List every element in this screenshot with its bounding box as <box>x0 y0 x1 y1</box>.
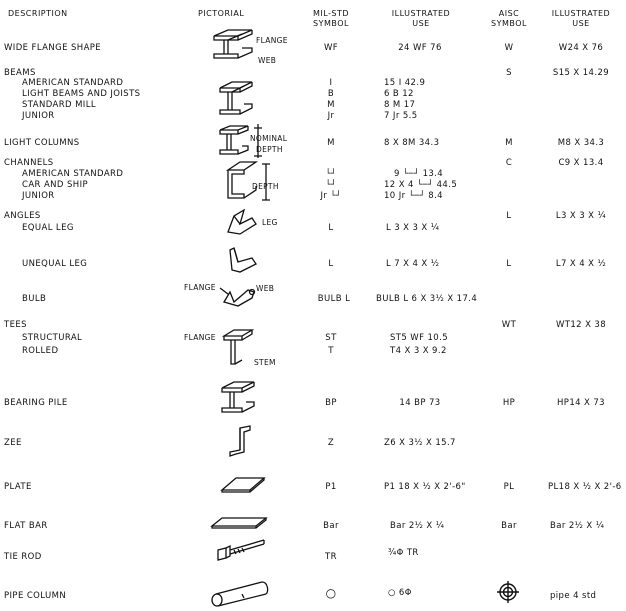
desc-zee: ZEE <box>4 438 22 448</box>
aisc-flat-bar: Bar <box>501 521 517 531</box>
header-pictorial: PICTORIAL <box>198 9 245 18</box>
label-web-wf: WEB <box>258 56 277 65</box>
aisc-light-columns: M <box>505 138 513 148</box>
mil-beams-light: B <box>327 89 335 99</box>
aisc-channels: C <box>505 158 513 168</box>
desc-light-columns: LIGHT COLUMNS <box>4 138 80 148</box>
use-beams-light: 6 B 12 <box>384 89 414 99</box>
header-aisc-use-line1: ILLUSTRATED <box>551 9 611 18</box>
equal-angle-pictorial <box>226 208 266 238</box>
desc-tees-structural: STRUCTURAL <box>22 333 83 343</box>
label-flange-tee: FLANGE <box>184 333 216 342</box>
header-description: DESCRIPTION <box>8 9 68 18</box>
header-illustrated-use <box>382 9 460 29</box>
use-angles-unequal: L 7 X 4 X ½ <box>386 259 440 269</box>
desc-channels-car: CAR AND SHIP <box>22 180 88 190</box>
header-aisc-symbol <box>484 9 534 29</box>
aisc-angles-equal: L <box>506 211 512 221</box>
label-depth-channel: DEPTH <box>252 182 279 191</box>
flat-bar-pictorial <box>210 514 268 532</box>
header-aisc-line1: AISC <box>498 9 520 18</box>
mil-beams-american: I <box>329 78 333 88</box>
header-aisc-use-line2: USE <box>572 19 590 28</box>
desc-bulb: BULB <box>22 294 47 304</box>
mil-angles-equal: L <box>328 223 334 233</box>
crosshair-pipe-icon <box>496 580 520 604</box>
desc-flat-bar: FLAT BAR <box>4 521 48 531</box>
label-depth-lc: DEPTH <box>256 145 283 154</box>
aisc-use-light-columns: M8 X 34.3 <box>557 138 605 148</box>
mil-flat-bar: Bar <box>323 521 339 531</box>
aisc-use-plate: PL18 X ½ X 2'-6 <box>548 482 622 492</box>
mil-pipe-column: ○ <box>325 586 337 600</box>
pipe-column-pictorial <box>208 578 272 608</box>
use-beams-mill: 8 M 17 <box>384 100 416 110</box>
header-aisc-illustrated-use <box>542 9 620 29</box>
desc-channels-american: AMERICAN STANDARD <box>22 169 124 179</box>
desc-wide-flange: WIDE FLANGE SHAPE <box>4 43 102 53</box>
desc-beams: BEAMS <box>4 68 36 78</box>
aisc-plate: PL <box>503 482 515 492</box>
use-flat-bar: Bar 2½ X ¼ <box>390 521 445 531</box>
label-web-bulb: WEB <box>256 284 275 293</box>
header-mil-std-line2: SYMBOL <box>313 19 349 28</box>
mil-angles-unequal: L <box>328 259 334 269</box>
label-nominal: NOMINAL <box>250 134 288 143</box>
use-tees-structural: ST5 WF 10.5 <box>390 333 449 343</box>
desc-plate: PLATE <box>4 482 32 492</box>
use-channels-american: 9 └─┘ 13.4 <box>394 169 444 179</box>
mil-tees-rolled: T <box>328 346 334 356</box>
mil-beams-junior: Jr <box>327 111 335 121</box>
desc-tees-rolled: ROLLED <box>22 346 59 356</box>
use-tie-rod: ¾Φ TR <box>388 548 419 558</box>
desc-channels: CHANNELS <box>4 158 54 168</box>
desc-pipe-column: PIPE COLUMN <box>4 591 67 601</box>
desc-beams-light: LIGHT BEAMS AND JOISTS <box>22 89 141 99</box>
use-zee: Z6 X 3½ X 15.7 <box>384 438 456 448</box>
aisc-use-wide-flange: W24 X 76 <box>558 43 604 53</box>
mil-beams-mill: M <box>327 100 335 110</box>
desc-angles: ANGLES <box>4 211 41 221</box>
mil-tie-rod: TR <box>325 552 337 562</box>
aisc-tees: WT <box>501 320 517 330</box>
header-illustrated-line1: ILLUSTRATED <box>391 9 451 18</box>
mil-channels-junior: Jr └┘ <box>320 191 342 201</box>
desc-beams-junior: JUNIOR <box>22 111 55 121</box>
desc-angles-equal: EQUAL LEG <box>22 223 74 233</box>
aisc-use-flat-bar: Bar 2½ X ¼ <box>550 521 605 531</box>
zee-pictorial <box>226 424 256 460</box>
label-leg: LEG <box>262 218 278 227</box>
use-channels-car: 12 X 4 └─┘ 44.5 <box>384 180 458 190</box>
use-tees-rolled: T4 X 3 X 9.2 <box>390 346 447 356</box>
mil-bulb: BULB L <box>317 294 351 304</box>
plate-pictorial <box>220 474 268 496</box>
aisc-use-tees: WT12 X 38 <box>555 320 607 330</box>
label-flange-wf: FLANGE <box>256 36 288 45</box>
label-flange-bulb: FLANGE <box>184 283 216 292</box>
mil-channels-car: └┘ <box>325 180 337 190</box>
use-angles-equal: L 3 X 3 X ¼ <box>386 223 440 233</box>
mil-zee: Z <box>327 438 335 448</box>
desc-tees: TEES <box>4 320 27 330</box>
use-plate: P1 18 X ½ X 2'-6" <box>384 482 466 492</box>
bulb-angle-pictorial <box>220 280 260 310</box>
mil-tees-structural: ST <box>325 333 337 343</box>
header-aisc-line2: SYMBOL <box>491 19 527 28</box>
tie-rod-pictorial <box>214 538 268 564</box>
mil-wide-flange: WF <box>323 43 339 53</box>
mil-light-columns: M <box>327 138 335 148</box>
use-pipe-column: ○ 6Φ <box>388 588 412 598</box>
desc-tie-rod: TIE ROD <box>4 552 42 562</box>
use-beams-junior: 7 Jr 5.5 <box>384 111 418 121</box>
desc-beams-mill: STANDARD MILL <box>22 100 96 110</box>
aisc-angles-unequal: L <box>506 259 512 269</box>
header-mil-std-symbol <box>302 9 360 29</box>
aisc-beams: S <box>506 68 512 78</box>
bearing-pile-pictorial <box>220 380 260 420</box>
aisc-use-angles-equal: L3 X 3 X ¼ <box>555 211 607 221</box>
header-mil-std-line1: MIL-STD <box>312 9 350 18</box>
aisc-use-bearing-pile: HP14 X 73 <box>557 398 605 408</box>
desc-beams-american: AMERICAN STANDARD <box>22 78 124 88</box>
use-wide-flange: 24 WF 76 <box>398 43 442 53</box>
mil-plate: P1 <box>325 482 337 492</box>
desc-channels-junior: JUNIOR <box>22 191 55 201</box>
use-channels-junior: 10 Jr └─┘ 8.4 <box>384 191 443 201</box>
beams-pictorial <box>218 80 258 122</box>
use-bearing-pile: 14 BP 73 <box>399 398 441 408</box>
desc-angles-unequal: UNEQUAL LEG <box>22 259 88 269</box>
use-bulb: BULB L 6 X 3½ X 17.4 <box>376 294 478 304</box>
unequal-angle-pictorial <box>228 246 262 276</box>
use-light-columns: 8 X 8M 34.3 <box>384 138 440 148</box>
mil-channels-american: └┘ <box>325 169 337 179</box>
aisc-use-channels: C9 X 13.4 <box>558 158 604 168</box>
aisc-use-angles-unequal: L7 X 4 X ½ <box>555 259 607 269</box>
label-stem: STEM <box>254 358 276 367</box>
header-illustrated-line2: USE <box>412 19 430 28</box>
aisc-wide-flange: W <box>504 43 514 53</box>
use-beams-american: 15 I 42.9 <box>384 78 426 88</box>
mil-bearing-pile: BP <box>325 398 337 408</box>
aisc-use-beams: S15 X 14.29 <box>552 68 610 78</box>
aisc-use-pipe-column: pipe 4 std <box>550 591 597 601</box>
aisc-bearing-pile: HP <box>502 398 516 408</box>
desc-bearing-pile: BEARING PILE <box>4 398 68 408</box>
